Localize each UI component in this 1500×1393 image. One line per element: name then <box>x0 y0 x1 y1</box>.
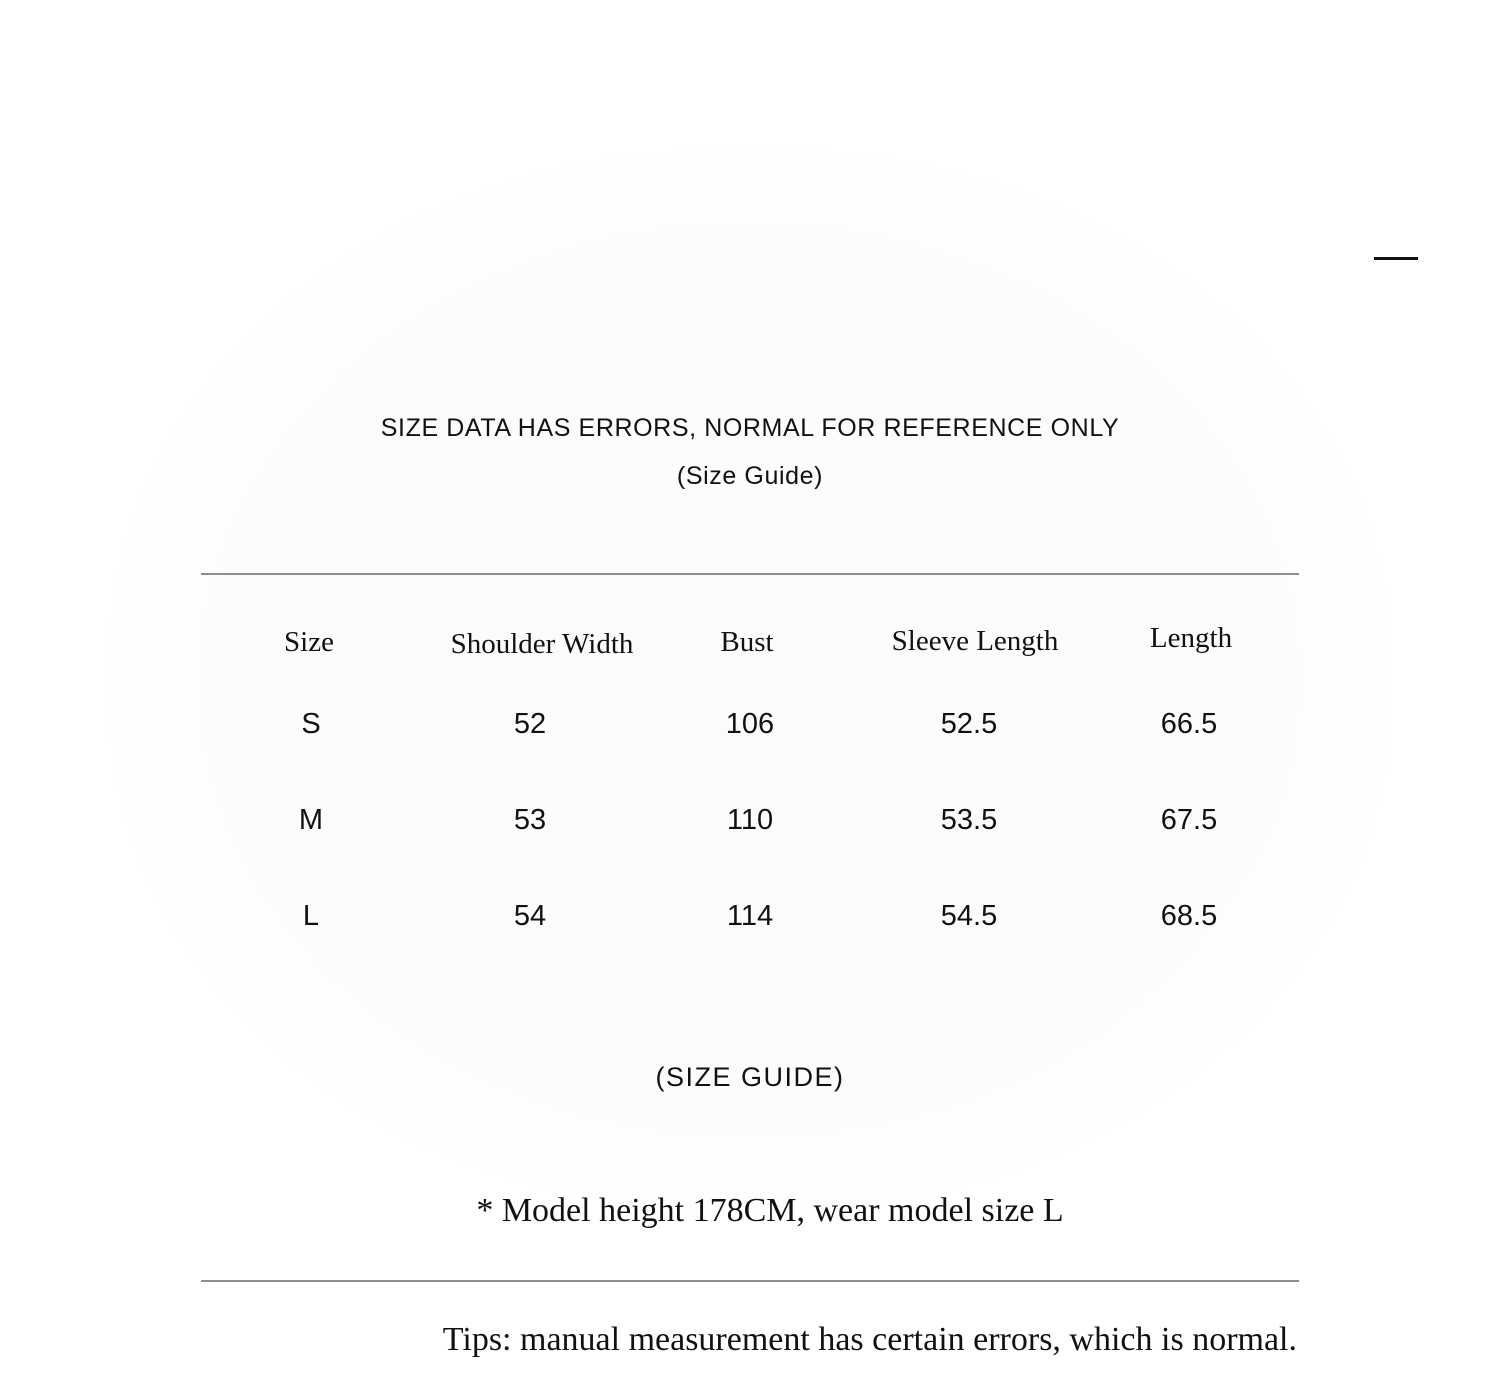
measurement-tips: Tips: manual measurement has certain errors, which is normal. <box>442 1321 1297 1358</box>
table-header-bust: Bust <box>720 626 774 658</box>
table-row-s-size: S <box>301 708 321 740</box>
table-row-s-shoulder: 52 <box>513 708 547 740</box>
model-height-note: * Model height 178CM, wear model size L <box>476 1192 1064 1229</box>
size-guide-subtitle: (Size Guide) <box>676 462 824 490</box>
table-row-m-size: M <box>298 804 324 836</box>
table-row-m-length: 67.5 <box>1160 804 1218 836</box>
table-row-l-sleeve: 54.5 <box>940 900 998 932</box>
table-row-s-sleeve: 52.5 <box>940 708 998 740</box>
table-row-l-bust: 114 <box>726 900 774 932</box>
table-row-m-bust: 110 <box>726 804 774 836</box>
bottom-divider <box>201 1280 1299 1282</box>
table-row-m-sleeve: 53.5 <box>940 804 998 836</box>
table-row-s-length: 66.5 <box>1160 708 1218 740</box>
dash-mark <box>1374 257 1418 260</box>
reference-notice: SIZE DATA HAS ERRORS, NORMAL FOR REFERENCE ONLY <box>380 414 1120 442</box>
table-row-l-length: 68.5 <box>1160 900 1218 932</box>
table-header-length: Length <box>1149 622 1233 654</box>
table-header-size: Size <box>284 626 334 658</box>
size-guide-label: (SIZE GUIDE) <box>655 1062 845 1092</box>
table-header-sleeve-length: Sleeve Length <box>891 625 1059 657</box>
table-row-m-shoulder: 53 <box>513 804 547 836</box>
table-row-s-bust: 106 <box>725 708 775 740</box>
table-row-l-shoulder: 54 <box>513 900 547 932</box>
top-divider <box>201 573 1299 575</box>
table-header-shoulder-width: Shoulder Width <box>450 628 634 660</box>
table-row-l-size: L <box>302 900 320 932</box>
background-shape <box>110 150 1390 1210</box>
